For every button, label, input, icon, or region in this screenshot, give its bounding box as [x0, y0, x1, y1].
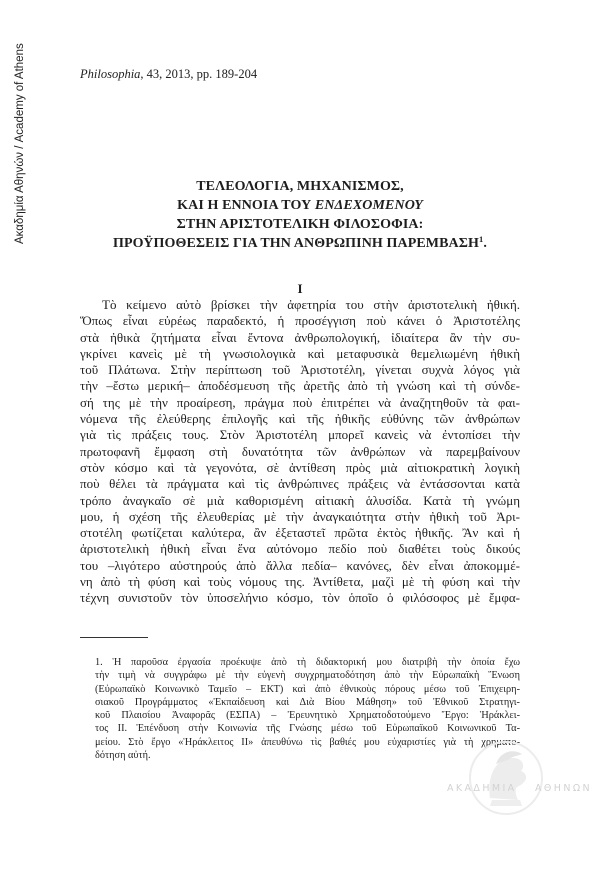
watermark-academy: ΑΚΑΔΗΜΙΑ: [447, 783, 517, 794]
body-line: μου, ἡ σχέση τῆς ἐλευθερίας μὲ τὴν ἀναγκαιότητα στὴν ἠθικὴ τοῦ Ἀρι-: [80, 508, 520, 524]
body-line: στὰ ἠθικὰ ζητήματα εἶναι ἔντονα ἀνθρωπολογική, ἰδιαίτερα ἂν τὴν συ-: [80, 329, 520, 345]
journal-citation: [80, 67, 257, 82]
title-line-2-prefix: ΚΑΙ Η ΕΝΝΟΙΑ ΤΟΥ: [177, 198, 315, 213]
body-line: νόμενα τῆς ἐλεύθερης ἐπιλογῆς καὶ τῆς ἠθικῆς εὐθύνης τῶν ἀνθρώπων: [80, 411, 520, 427]
title-line-4-text: ΠΡΟΫΠΟΘΕΣΕΙΣ ΓΙΑ ΤΗΝ ΑΝΘΡΩΠΙΝΗ ΠΑΡΕΜΒΑΣΗ: [113, 236, 480, 251]
body-line: Ὅπως εἶναι εὐρέως παραδεκτό, ἡ προσέγγιση ποὺ κάνει ὁ Ἀριστοτέλης: [80, 313, 520, 329]
body-line: τὴν –ἔστω μερική– ἀποδέσμευση τῆς ἀρετῆς ἀπὸ τὴ γνώση καὶ τὴ σύνδε-: [80, 378, 520, 394]
body-line: του –λιγότερο αὐστηρούς ἀπὸ ἄλλα πεδία– κανόνες, δὲν εἶναι ἀποκομμέ-: [80, 557, 520, 573]
footnote-line: (Εὐρωπαϊκὸ Κοινωνικὸ Ταμεῖο – ΕΚΤ) καὶ ἀπὸ ἐθνικοὺς πόρους μέσω τοῦ Ἐπιχειρη-: [95, 683, 520, 695]
footnote-reference[interactable]: 1: [479, 234, 484, 244]
body-line: γιὰ τὶς πράξεις τους. Στὸν Ἀριστοτέλη μπορεῖ κανεὶς νὰ ἐντοπίσει τὴν: [80, 427, 520, 443]
citation-details: , 43, 2013, pp. 189-204: [140, 67, 258, 81]
body-line: στὸν κόσμο καὶ τὰ γεγονότα, σὲ ἀντίθεση πρὸς μιὰ αἰτιοκρατικὴ λογικὴ: [80, 459, 520, 475]
title-line-1: ΤΕΛΕΟΛΟΓΙΑ, ΜΗΧΑΝΙΣΜΟΣ,: [196, 179, 404, 194]
footnote-line: σιακοῦ Προγράμματος «Ἐκπαίδευση καὶ Διὰ Βίου Μάθηση» τοῦ Ἐθνικοῦ Στρατηγι-: [95, 696, 520, 708]
body-line: ποὺ θέλει τὰ πράγματα καὶ τὶς ἀνθρώπινες πράξεις νὰ ἐντάσσονται κατὰ: [80, 476, 520, 492]
body-line: γκρίνει κανεὶς μὲ τὴ γνωσιολογικὰ καὶ μεταφυσικὰ θεμελιωμένη ἠθικὴ: [80, 345, 520, 361]
body-line: νη ἀπὸ τὴ φύση καὶ τοὺς νόμους της. Ἀντίθετα, μαζὶ μὲ τὴ φύση καὶ τὴν: [80, 574, 520, 590]
athena-head-seal-icon: [466, 738, 546, 818]
footnote-line: μείου. Στὸ ἔργο «Ἡράκλειτος ΙΙ» ἀπευθύνω τὶς βαθιές μου εὐχαριστίες γιὰ τὴ χρηματο-: [95, 736, 520, 748]
title-line-2: [80, 196, 520, 215]
body-line: στοτέλη φωτίζεται καλύτερα, ἂν ἐξεταστεῖ πρῶτα ἐκτὸς ἠθικῆς. Ἂν καὶ ἡ: [80, 525, 520, 541]
body-line: σή της μὲ τὴν προαίρεση, πράγμα ποὺ ἐπιτρέπει νὰ ἀναζητηθοῦν τὰ φαι-: [80, 394, 520, 410]
title-line-3: ΣΤΗΝ ΑΡΙΣΤΟΤΕΛΙΚΗ ΦΙΛΟΣΟΦΙΑ:: [176, 217, 424, 232]
body-line: τέχνη συνιστοῦν τὸν ὑποσελήνιο κόσμο, τὸν ὁποῖο ὁ φιλόσοφος μὲ ἔμφα-: [80, 590, 520, 606]
footnote-line: κοῦ Πλαισίου Ἀναφορᾶς (ΕΣΠΑ) – Ἐρευνητικὸ Χρηματοδοτούμενο Ἔργο: Ἡράκλει-: [95, 710, 520, 722]
title-line-4-end: .: [483, 236, 487, 251]
article-title: [80, 177, 520, 253]
section-number: I: [297, 281, 303, 296]
title-line-4: [80, 234, 520, 253]
journal-name: Philosophia: [80, 67, 141, 81]
body-paragraph: [80, 297, 520, 607]
footnote-line: [95, 656, 520, 669]
footnote: [95, 656, 520, 762]
body-line: Τὸ κείμενο αὐτὸ βρίσκει τὴν ἀφετηρία του στὴν ἀριστοτελικὴ ἠθική.: [102, 297, 520, 312]
footnote-line: δότηση αὐτή.: [95, 750, 151, 762]
footnote-line: τος ΙΙ. Ἐπένδυση στὴν Κοινωνία τῆς Γνώσης μέσω τοῦ Εὐρωπαϊκοῦ Κοινωνικοῦ Τα-: [95, 723, 520, 735]
footnote-marker: 1.: [95, 657, 103, 668]
body-line: ἀριστοτελικὴ ἠθικὴ εἶναι ἕνα αὐτόνομο πεδίο ποὺ διαθέτει τοὺς δικούς: [80, 541, 520, 557]
footnote-line: τὴν τιμὴ νὰ συγγράφω μὲ τὴν εὐγενὴ συγχρηματοδότηση ἀπὸ τὴν Εὐρωπαϊκὴ Ἕνωση: [95, 670, 520, 682]
watermark-athens: ΑΘΗΝΩΝ: [535, 783, 592, 794]
side-archive-label: Ακαδημία Αθηνών / Academy of Athens: [14, 43, 26, 245]
body-line: τρόπο ἀναγκαῖο σὲ μιὰ καθορισμένη αἰτιακὴ ἁλυσίδα. Κατὰ τὴ γνώμη: [80, 492, 520, 508]
body-line: τοῦ Πλάτωνα. Στὴν περίπτωση τοῦ Ἀριστοτέλη, γίνεται συχνὰ λόγος γιὰ: [80, 362, 520, 378]
body-line: πρωτοφανῆ ἔμφαση στὴ δυνατότητα τῶν ἀνθρώπων νὰ παρεμβαίνουν: [80, 443, 520, 459]
title-line-2-italic: ΕΝΔΕΧΟΜΕΝΟΥ: [314, 198, 423, 213]
footnote-divider: [80, 637, 148, 638]
footnote-line-text: Ἡ παροῦσα ἐργασία προέκυψε ἀπὸ τὴ διδακτορική μου διατριβὴ τὴν ὁποία ἔχω: [112, 657, 520, 668]
